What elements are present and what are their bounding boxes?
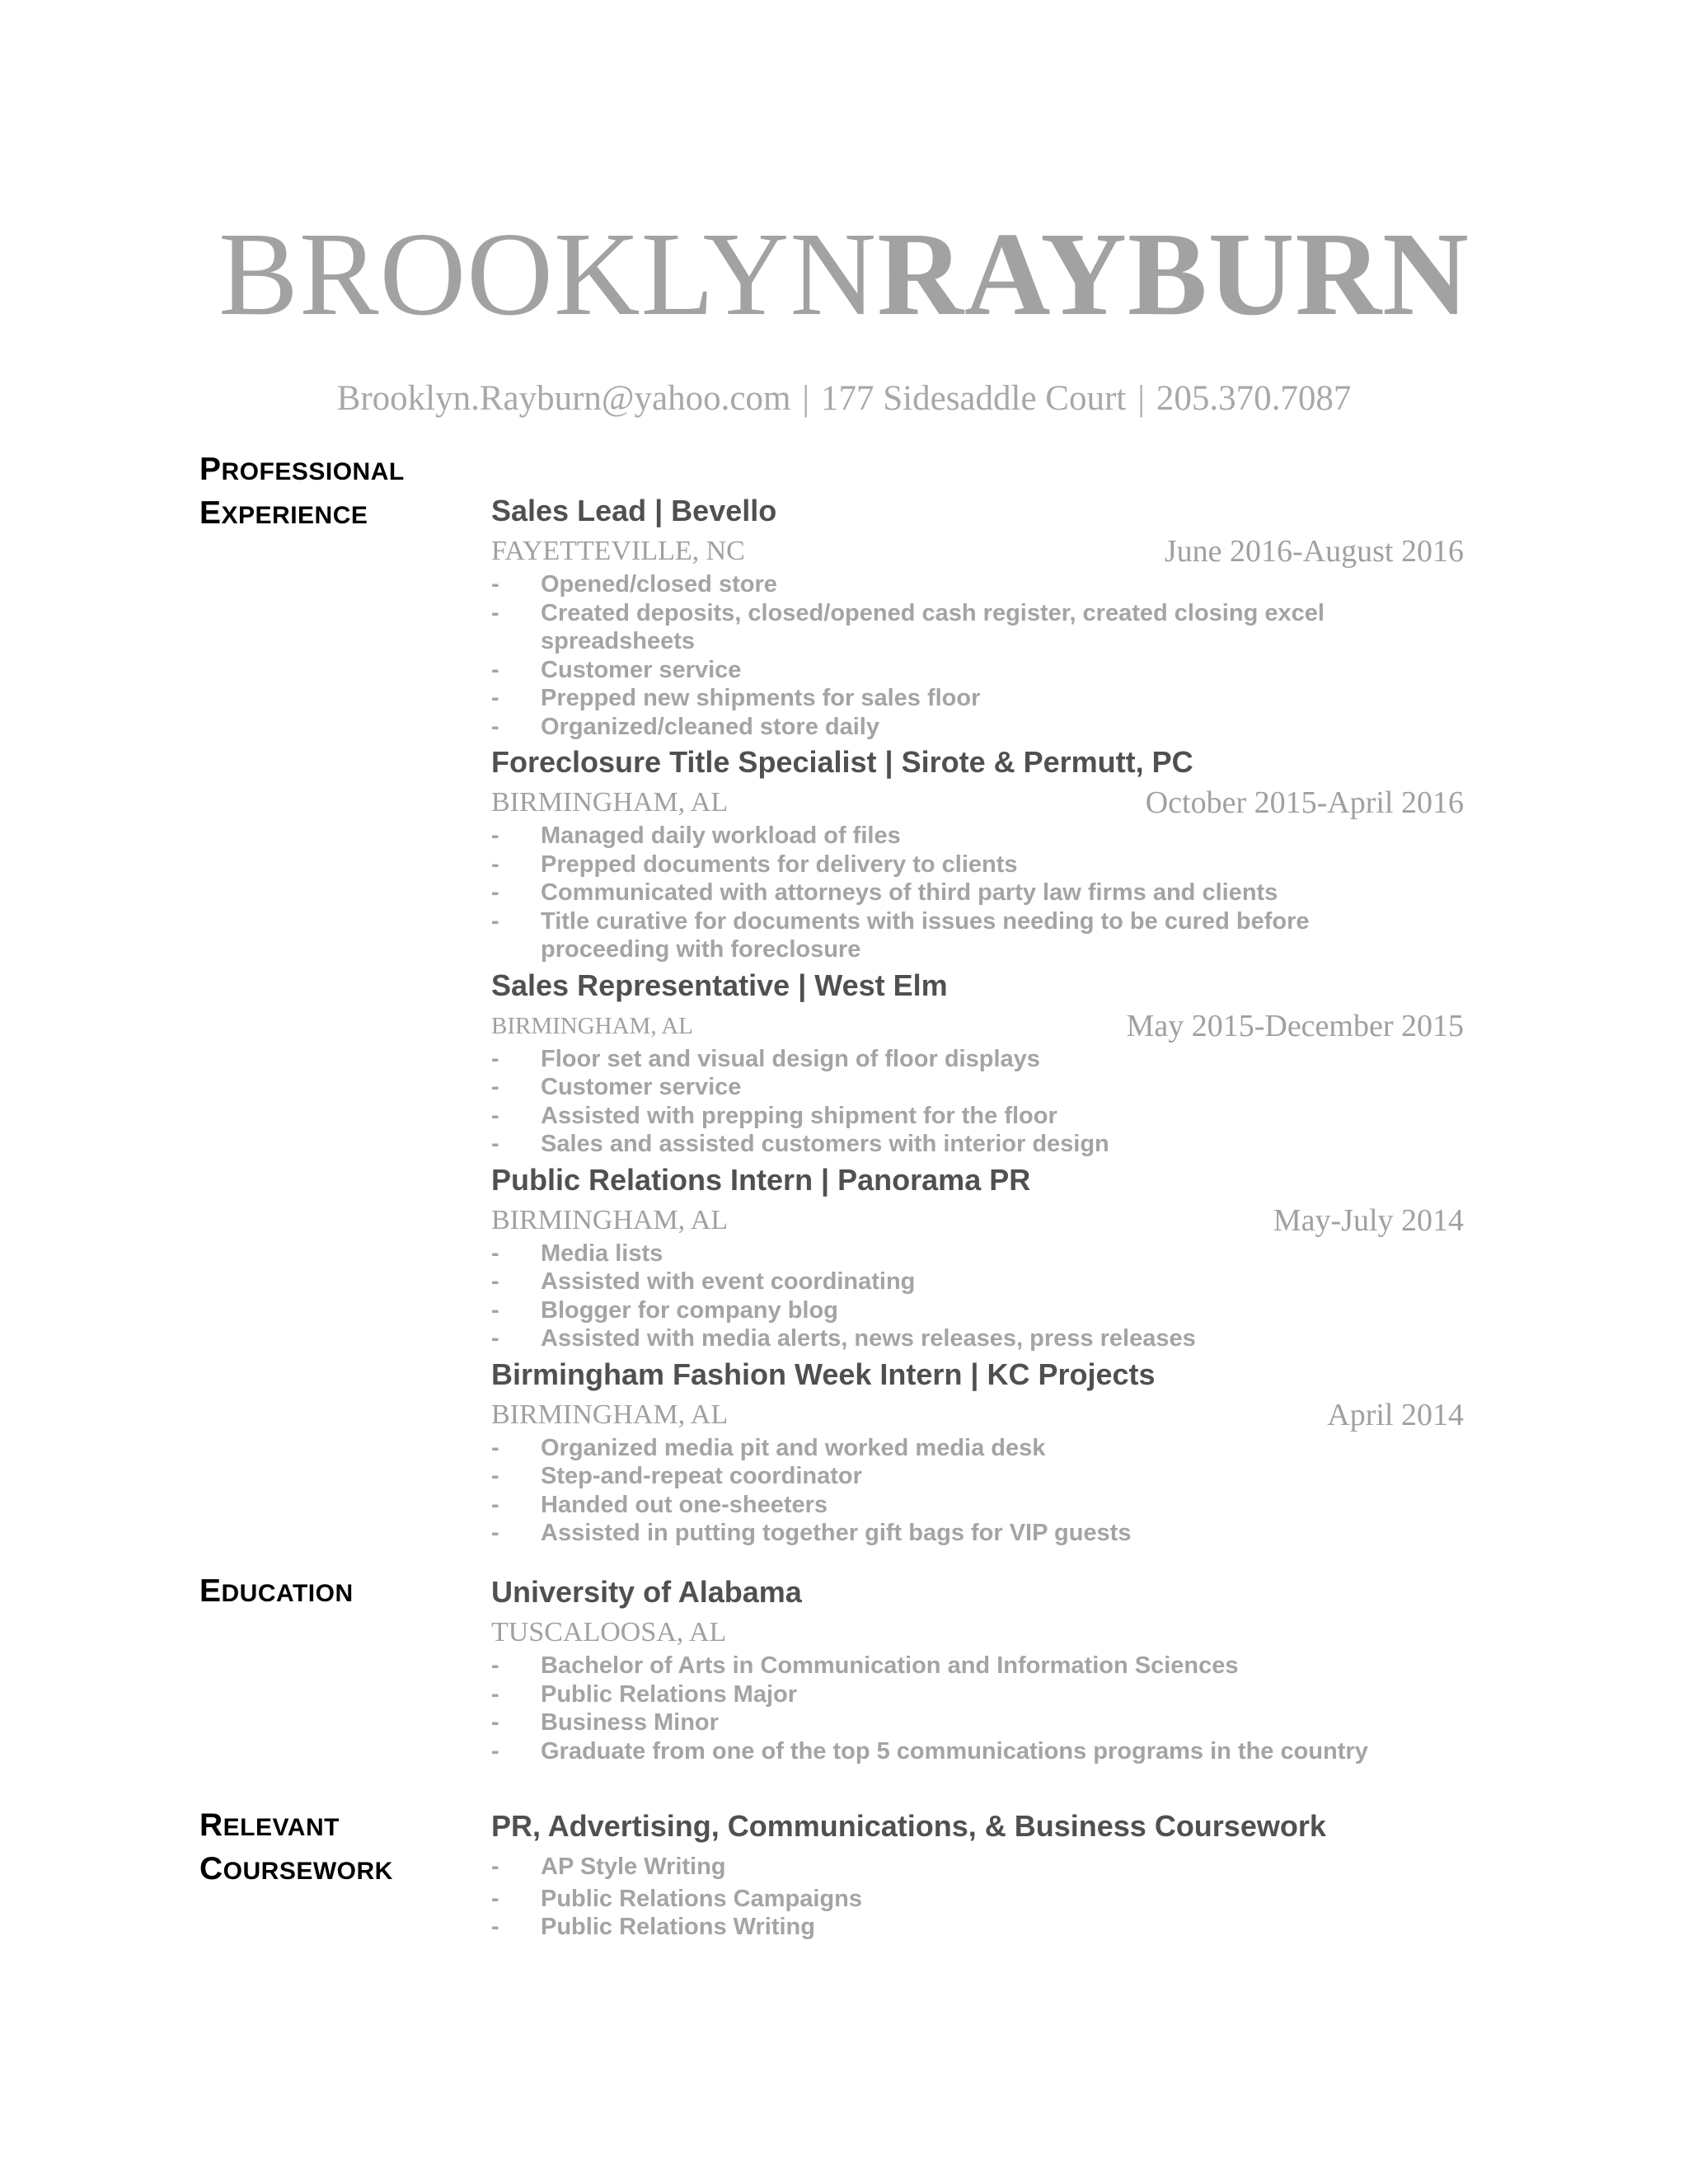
bullet-item: - Graduate from one of the top 5 communications programs in the country <box>491 1737 1368 1765</box>
job-location: FAYETTEVILLE, NC <box>491 536 745 566</box>
job-entry <box>491 490 1464 741</box>
job-dates: April 2014 <box>1327 1397 1464 1432</box>
section-title-experience <box>199 449 405 537</box>
bullet-item: - Media lists <box>491 1240 663 1267</box>
job-entry <box>491 741 1464 964</box>
contact-line <box>0 376 1688 422</box>
education-block <box>491 1571 1464 1765</box>
bullet-item: - Assisted in putting together gift bags for VIP guests <box>491 1520 1132 1546</box>
section-title-education <box>199 1571 354 1615</box>
bullet-item: - Public Relations Writing <box>491 1914 815 1940</box>
job-meta <box>491 1396 1464 1434</box>
job-bullets <box>491 822 1464 964</box>
bullet-item: - Bachelor of Arts in Communication and Information Sciences <box>491 1652 1239 1679</box>
job-meta <box>491 1007 1464 1045</box>
section-title-line: EDUCATION <box>199 1573 354 1609</box>
job-dates: June 2016-August 2016 <box>1164 534 1464 569</box>
job-meta <box>491 532 1464 570</box>
job-entry <box>491 1353 1464 1548</box>
separator: | <box>1137 379 1145 418</box>
section-title-coursework <box>199 1805 393 1892</box>
bullet-item: - Opened/closed store <box>491 571 777 598</box>
section-title-line: RELEVANT <box>199 1807 340 1843</box>
job-location: BIRMINGHAM, AL <box>491 1399 729 1430</box>
job-bullets <box>491 1434 1464 1548</box>
job-title: Sales Representative | West Elm <box>491 968 948 1002</box>
job-dates: October 2015-April 2016 <box>1145 785 1464 820</box>
coursework-heading: PR, Advertising, Communications, & Business Coursework <box>491 1809 1326 1843</box>
section-title-line: PROFESSIONAL <box>199 452 405 487</box>
bullet-item: - Handed out one-sheeters <box>491 1491 828 1518</box>
job-location: BIRMINGHAM, AL <box>491 787 729 818</box>
bullet-item: - Prepped documents for delivery to clients <box>491 851 1018 878</box>
school-location: TUSCALOOSA, AL <box>491 1617 727 1647</box>
bullet-item: - Floor set and visual design of floor displays <box>491 1045 1040 1072</box>
last-name: RAYBURN <box>877 209 1470 340</box>
job-title: Birmingham Fashion Week Intern | KC Projects <box>491 1357 1156 1391</box>
bullet-item: - Public Relations Campaigns <box>491 1885 862 1912</box>
bullet-item: - Customer service <box>491 1074 742 1100</box>
job-title: Foreclosure Title Specialist | Sirote & Permutt, PC <box>491 745 1193 779</box>
bullet-item: - Prepped new shipments for sales floor <box>491 685 981 711</box>
bullet-item: - Business Minor <box>491 1709 719 1736</box>
job-bullets <box>491 570 1464 741</box>
job-entry <box>491 1159 1464 1353</box>
address-text: 177 Sidesaddle Court <box>821 379 1127 418</box>
bullet-item: - Sales and assisted customers with interior design <box>491 1131 1109 1157</box>
bullet-item: - Customer service <box>491 656 742 683</box>
bullet-item: - AP Style Writing <box>491 1854 726 1880</box>
coursework-block <box>491 1805 1464 1942</box>
bullet-item: - Assisted with media alerts, news releases, press releases <box>491 1325 1196 1352</box>
education-bullets <box>491 1652 1464 1765</box>
bullet-item: - Public Relations Major <box>491 1680 797 1708</box>
school-meta <box>491 1614 1464 1652</box>
coursework-bullets <box>491 1853 1464 1942</box>
job-location: BIRMINGHAM, AL <box>491 1204 729 1235</box>
email-text: Brooklyn.Rayburn@yahoo.com <box>336 379 791 418</box>
first-name: BROOKLYN <box>218 209 878 340</box>
job-location: BIRMINGHAM, AL <box>491 1012 693 1039</box>
bullet-item: - Created deposits, closed/opened cash register, created closing excel spreadsheets <box>491 599 1325 654</box>
candidate-name <box>0 204 1688 344</box>
section-title-line: COURSEWORK <box>199 1851 393 1886</box>
job-bullets <box>491 1045 1464 1159</box>
job-entry <box>491 964 1464 1159</box>
phone-text: 205.370.7087 <box>1156 379 1352 418</box>
section-title-line: EXPERIENCE <box>199 495 368 531</box>
school-name: University of Alabama <box>491 1575 802 1609</box>
bullet-item: - Step-and-repeat coordinator <box>491 1463 862 1489</box>
bullet-item: - Title curative for documents with issues needing to be cured before proceeding with foreclosure <box>491 907 1310 963</box>
bullet-item: - Assisted with event coordinating <box>491 1268 916 1295</box>
job-dates: May 2015-December 2015 <box>1126 1008 1464 1043</box>
bullet-item: - Organized media pit and worked media desk <box>491 1434 1046 1461</box>
job-title: Sales Lead | Bevello <box>491 494 777 527</box>
job-meta <box>491 1202 1464 1240</box>
job-meta <box>491 784 1464 822</box>
bullet-item: - Blogger for company blog <box>491 1296 838 1324</box>
bullet-item: - Assisted with prepping shipment for the floor <box>491 1102 1057 1129</box>
separator: | <box>802 379 809 418</box>
bullet-item: - Communicated with attorneys of third party law firms and clients <box>491 879 1278 906</box>
bullet-item: - Managed daily workload of files <box>491 823 901 849</box>
job-title: Public Relations Intern | Panorama PR <box>491 1162 1031 1197</box>
job-bullets <box>491 1240 1464 1353</box>
bullet-item: - Organized/cleaned store daily <box>491 713 879 740</box>
experience-list <box>491 490 1464 1548</box>
job-dates: May-July 2014 <box>1273 1202 1464 1238</box>
